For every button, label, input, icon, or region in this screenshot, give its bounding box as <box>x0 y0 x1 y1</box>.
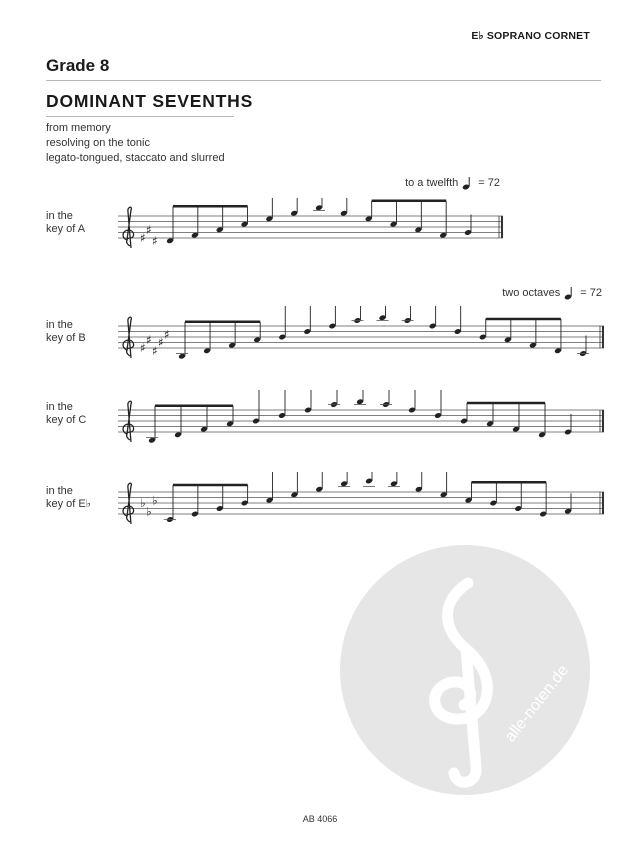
music-staff-key-a <box>118 198 503 248</box>
label-line: key of A <box>46 223 86 235</box>
range-label: to a twelfth <box>405 177 459 189</box>
quarter-note-icon <box>461 176 475 190</box>
tempo-marking-two-octaves <box>502 286 602 300</box>
sharp-icon: ♯ <box>146 222 152 237</box>
requirement-articulation: legato-tongued, staccato and slurred <box>46 152 225 164</box>
label-line: in the <box>46 319 73 331</box>
sharp-icon: ♯ <box>158 335 164 350</box>
watermark-logo <box>340 545 590 795</box>
exercise-label-eb <box>46 485 91 511</box>
heading-underline <box>46 116 234 117</box>
grade-title: Grade 8 <box>46 56 110 75</box>
sharp-icon: ♯ <box>146 332 152 347</box>
sharp-icon: ♯ <box>140 231 146 245</box>
treble-clef-icon <box>123 207 134 248</box>
range-label: two octaves <box>502 287 561 299</box>
treble-clef-icon <box>123 317 134 358</box>
tempo-value: = 72 <box>580 287 602 299</box>
tempo-marking-twelfth <box>405 176 500 190</box>
treble-clef-icon <box>123 483 134 524</box>
flat-icon: ♭ <box>146 504 152 519</box>
label-line: in the <box>46 401 73 413</box>
sharp-icon: ♯ <box>164 327 170 342</box>
catalogue-number: AB 4066 <box>302 814 338 824</box>
music-staff-key-c <box>118 390 604 445</box>
requirement-memory: from memory <box>46 122 111 134</box>
quarter-note-icon <box>563 286 577 300</box>
instrument-label: E♭ SOPRANO CORNET <box>471 30 590 42</box>
requirement-resolve: resolving on the tonic <box>46 137 150 149</box>
exercise-label-c <box>46 401 86 427</box>
sharp-icon: ♯ <box>140 341 146 355</box>
sharp-icon: ♯ <box>152 343 158 358</box>
grade-divider <box>46 80 601 81</box>
exercise-label-a <box>46 210 85 236</box>
label-line: key of C <box>46 414 87 426</box>
tempo-value: = 72 <box>478 177 500 189</box>
music-staff-key-b <box>118 306 604 361</box>
label-line: in the <box>46 210 73 222</box>
flat-icon: ♭ <box>140 496 146 510</box>
section-heading: DOMINANT SEVENTHS <box>46 91 254 111</box>
label-line: key of B <box>46 332 86 344</box>
sharp-icon: ♯ <box>152 233 158 248</box>
label-line: key of E♭ <box>46 498 91 510</box>
label-line: in the <box>46 485 73 497</box>
treble-clef-icon <box>123 401 134 442</box>
exercise-label-b <box>46 319 86 345</box>
flat-icon: ♭ <box>152 493 158 508</box>
watermark-text: alle-noten.de <box>501 662 573 746</box>
music-staff-key-eb <box>118 472 604 527</box>
